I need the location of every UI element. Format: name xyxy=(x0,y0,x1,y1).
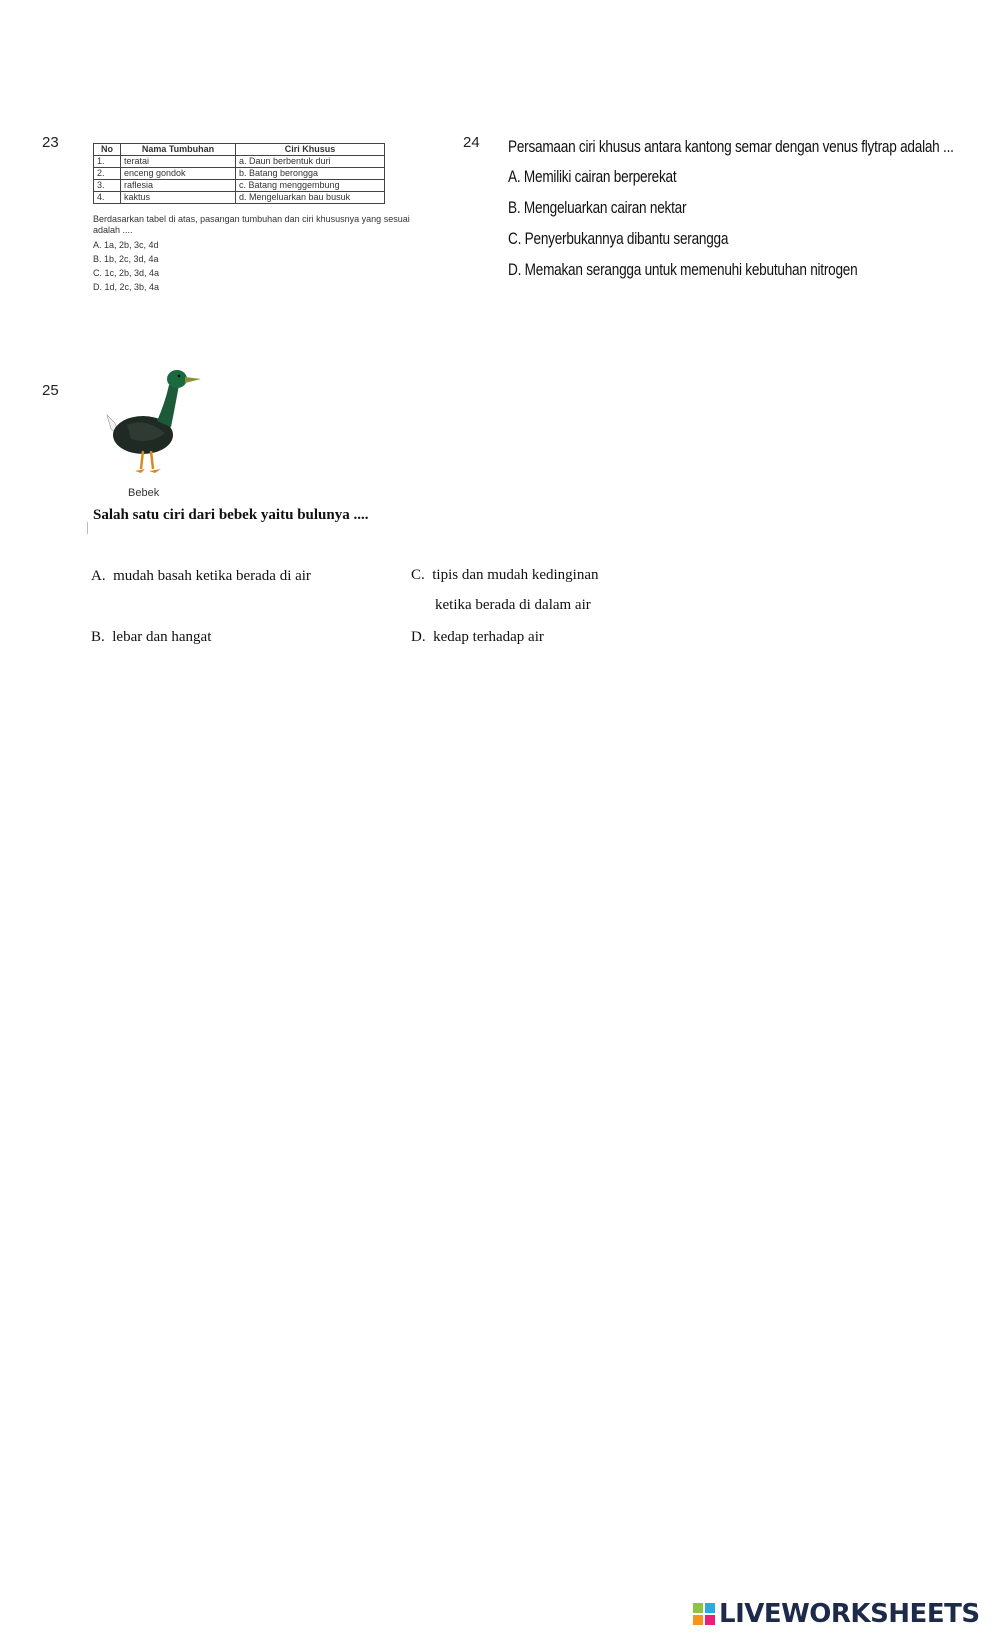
q24-option-d[interactable] xyxy=(508,260,857,280)
q23-option-d[interactable]: D. 1d, 2c, 3b, 4a xyxy=(93,282,160,292)
q25-option-d-letter: D. xyxy=(411,629,426,645)
duck-caption: Bebek xyxy=(128,487,160,499)
q24-option-c[interactable] xyxy=(508,229,728,249)
q23-question-line1: Berdasarkan tabel di atas, pasangan tumbuhan dan ciri khususnya yang sesuai xyxy=(93,214,410,224)
q25-option-b-letter: B. xyxy=(91,629,105,645)
table-row xyxy=(94,180,385,192)
q25-option-c-letter: C. xyxy=(411,567,425,583)
table-header-feature: Ciri Khusus xyxy=(236,144,385,156)
logo-square-icon xyxy=(705,1615,715,1625)
q24-option-a-letter: A. xyxy=(508,167,521,186)
q23-table xyxy=(93,143,385,204)
q24-question: Persamaan ciri khusus antara kantong semar dengan venus flytrap adalah ... xyxy=(508,137,954,156)
q25-option-d-text: kedap terhadap air xyxy=(433,629,544,645)
liveworksheets-logo[interactable] xyxy=(693,1599,980,1629)
q24-option-b[interactable] xyxy=(508,198,686,218)
q24-option-b-letter: B. xyxy=(508,198,521,217)
table-header-plant: Nama Tumbuhan xyxy=(121,144,236,156)
table-cell: c. Batang menggembung xyxy=(236,180,385,192)
q25-option-a-letter: A. xyxy=(91,568,106,584)
text-cursor-mark xyxy=(87,522,88,534)
table-cell: 1. xyxy=(94,156,121,168)
q23-question-line2: adalah .... xyxy=(93,225,133,235)
q25-option-c-text: tipis dan mudah kedinginan xyxy=(432,567,599,583)
table-cell: 4. xyxy=(94,192,121,204)
table-cell: 3. xyxy=(94,180,121,192)
q25-option-b[interactable] xyxy=(91,629,211,646)
q24-option-d-text: Memakan serangga untuk memenuhi kebutuhan nitrogen xyxy=(524,260,858,279)
q24-option-c-letter: C. xyxy=(508,229,522,248)
question-24-number: 24 xyxy=(463,134,480,151)
q24-option-a-text: Memiliki cairan berperekat xyxy=(523,167,677,186)
question-25-number: 25 xyxy=(42,382,59,399)
q23-option-c[interactable]: C. 1c, 2b, 3d, 4a xyxy=(93,268,160,278)
table-cell: raflesia xyxy=(121,180,236,192)
logo-square-icon xyxy=(693,1615,703,1625)
table-row xyxy=(94,156,385,168)
table-row xyxy=(94,192,385,204)
table-cell: b. Batang berongga xyxy=(236,168,385,180)
table-header-no: No xyxy=(94,144,121,156)
logo-grid-icon xyxy=(693,1603,715,1625)
q24-option-a[interactable] xyxy=(508,167,676,187)
q25-option-a-text: mudah basah ketika berada di air xyxy=(113,568,311,584)
q25-option-c-line2: ketika berada di dalam air xyxy=(435,597,591,613)
q25-option-c[interactable] xyxy=(411,567,599,584)
table-cell: teratai xyxy=(121,156,236,168)
table-cell: kaktus xyxy=(121,192,236,204)
q24-option-c-text: Penyerbukannya dibantu serangga xyxy=(524,229,729,248)
q23-option-a[interactable]: A. 1a, 2b, 3c, 4d xyxy=(93,240,159,250)
q24-option-b-text: Mengeluarkan cairan nektar xyxy=(523,198,687,217)
logo-square-icon xyxy=(705,1603,715,1613)
question-23-number: 23 xyxy=(42,134,59,151)
q24-option-d-letter: D. xyxy=(508,260,522,279)
table-row xyxy=(94,168,385,180)
table-cell: d. Mengeluarkan bau busuk xyxy=(236,192,385,204)
table-cell: 2. xyxy=(94,168,121,180)
q25-option-a[interactable] xyxy=(91,568,311,585)
table-cell: enceng gondok xyxy=(121,168,236,180)
table-cell: a. Daun berbentuk duri xyxy=(236,156,385,168)
logo-square-icon xyxy=(693,1603,703,1613)
logo-text: LIVEWORKSHEETS xyxy=(719,1599,980,1629)
q25-option-b-text: lebar dan hangat xyxy=(112,629,212,645)
q23-option-b[interactable]: B. 1b, 2c, 3d, 4a xyxy=(93,254,159,264)
table-header-row xyxy=(94,144,385,156)
duck-illustration xyxy=(105,365,205,485)
q25-question: Salah satu ciri dari bebek yaitu bulunya .... xyxy=(93,507,369,523)
q25-option-d[interactable] xyxy=(411,629,544,646)
